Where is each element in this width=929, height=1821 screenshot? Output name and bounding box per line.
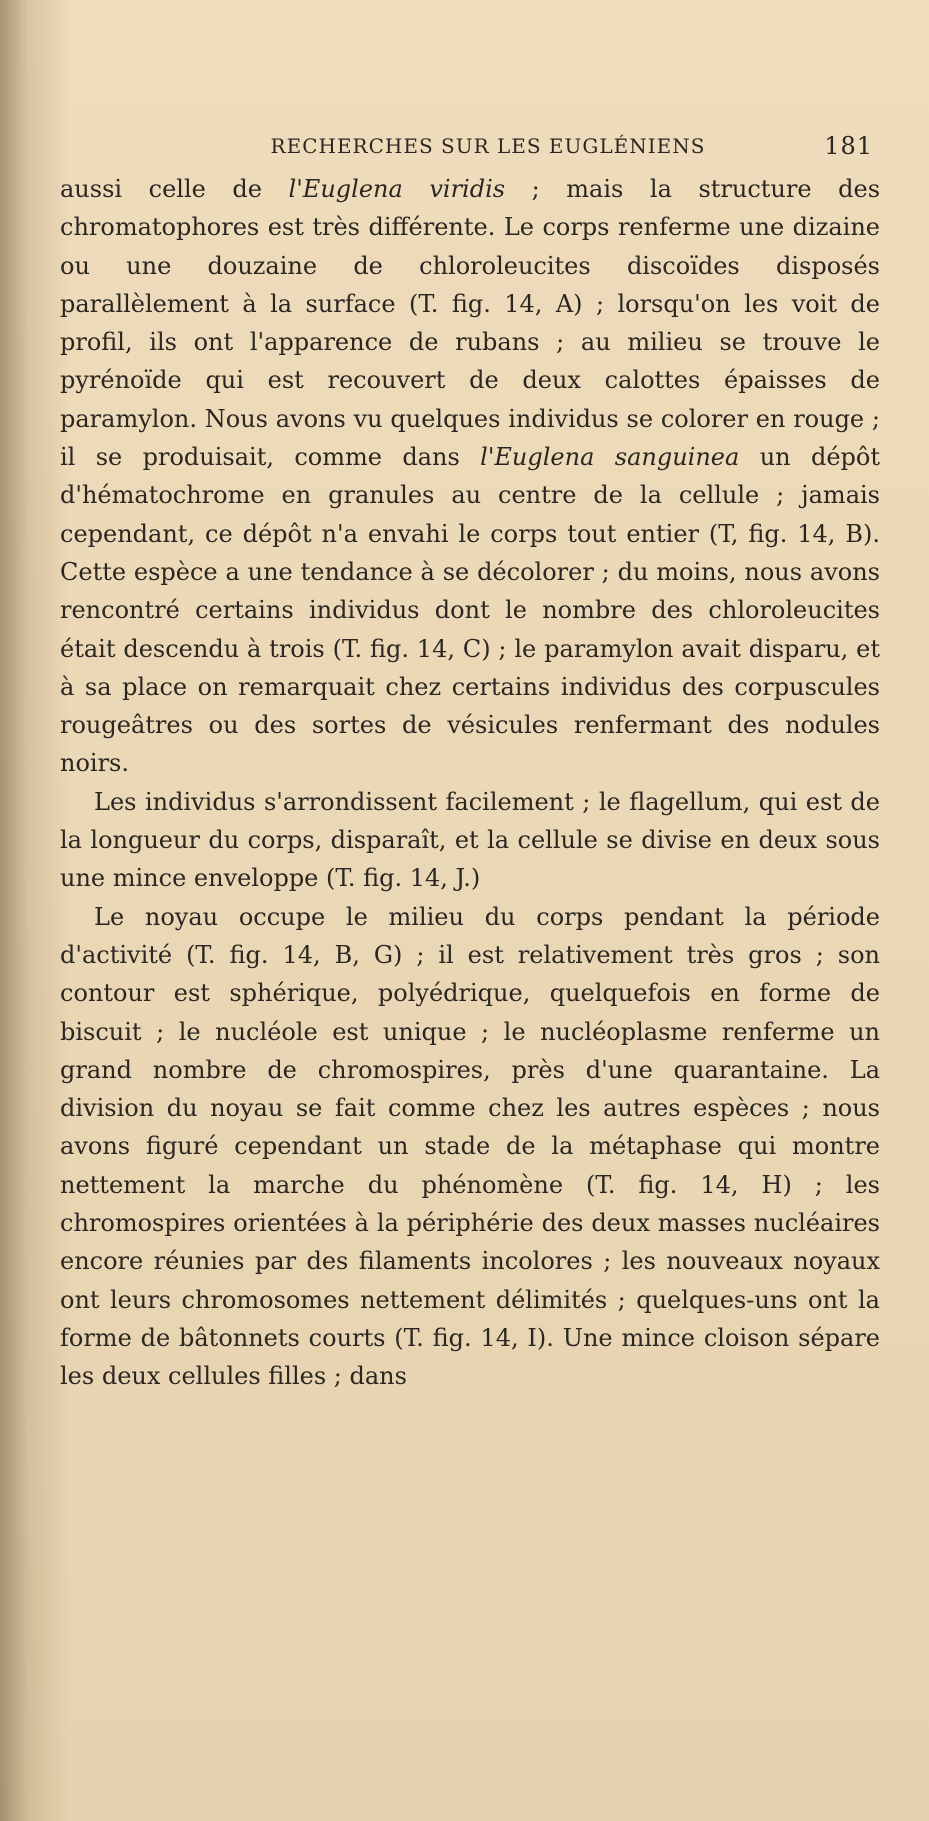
page-header <box>60 130 873 162</box>
paragraph-3 <box>60 898 880 1396</box>
paragraph-1 <box>60 170 880 783</box>
text-segment: un dépôt d'hématochrome en granules au centre de la cellule ; jamais cependant, ce dépôt n'a envahi le corps tout entier (T, fig. 14, B). Cette espèce a une tendance à se décolorer ; du moins, nous avons rencontré certains individus dont le nombre des chloroleucites était descendu à trois (T. fig. 14, C) ; le paramylon avait disparu, et à sa place on remarquait chez certains individus des corpuscules rougeâtres ou des sortes de vésicules renfermant des nodules noirs. <box>60 443 881 778</box>
body-text <box>60 170 880 1396</box>
species-name: l'Euglena sanguinea <box>480 443 740 472</box>
species-name: l'Euglena viridis <box>288 175 506 203</box>
paragraph-2 <box>60 783 880 898</box>
running-title: RECHERCHES SUR LES EUGLÉNIENS <box>270 134 706 158</box>
text-segment: aussi celle de <box>60 175 289 203</box>
page-number: 181 <box>824 132 873 160</box>
text-segment: ; mais la structure des chromatophores est très différente. Le corps renferme une dizaine ou une douzaine de chloroleucites discoïdes disposés parallèlement à la surface (T. fig. 14, A) ; lorsqu'on les voit de profil, ils ont l'apparence de rubans ; au milieu se trouve le pyrénoïde qui est recouvert de deux calottes épaisses de paramylon. Nous avons vu quelques individus se colorer en rouge ; il se produisait, comme dans <box>60 175 881 472</box>
text-segment: Le noyau occupe le milieu du corps pendant la période d'activité (T. fig. 14, B, G) ; il est relativement très gros ; son contour est sphérique, polyédrique, quelquefois en forme de biscuit ; le nucléole est unique ; le nucléoplasme renferme un grand nombre de chromospires, près d'une quarantaine. La division du noyau se fait comme chez les autres espèces ; nous avons figuré cependant un stade de la métaphase qui montre nettement la marche du phénomène (T. fig. 14, H) ; les chromospires orientées à la périphérie des deux masses nucléaires encore réunies par des filaments incolores ; les nouveaux noyaux ont leurs chromosomes nettement délimités ; quelques-uns ont la forme de bâtonnets courts (T. fig. 14, I). Une mince cloison sépare les deux cellules filles ; dans <box>60 902 880 1391</box>
text-segment: Les individus s'arrondissent facilement ; le flagellum, qui est de la longueur du corps, disparaît, et la cellule se divise en deux sous une mince enveloppe (T. fig. 14, J.) <box>60 787 880 893</box>
